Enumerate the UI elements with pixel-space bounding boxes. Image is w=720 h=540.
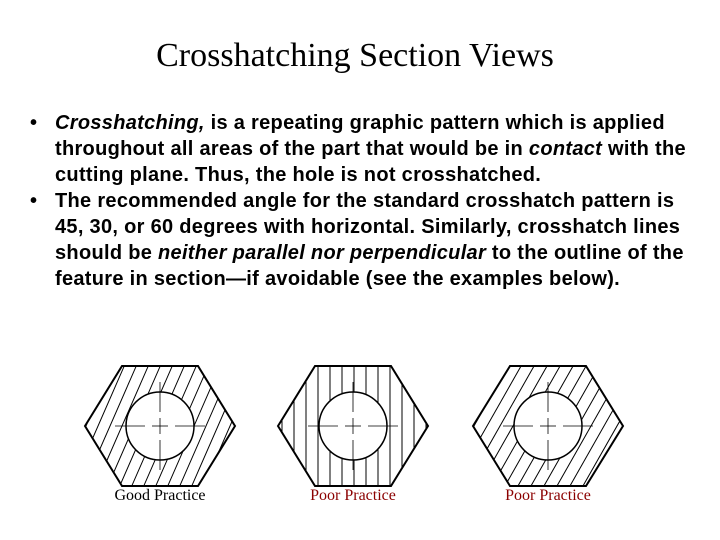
emphasis-contact: contact [528, 138, 603, 160]
bullet-item-definition [30, 110, 690, 188]
hex-section-poor-practice-60deg [463, 362, 633, 490]
slide-title: Crosshatching Section Views [156, 37, 554, 74]
bullet-text: The recommended angle for the standard crosshatch pattern is 45, 30, or 60 degrees with horizontal. Similarly, crosshatch lines should be [55, 190, 681, 264]
bullet-text: with the cutting plane. Thus, the hole is not crosshatched. [55, 138, 686, 186]
center-lines [308, 382, 398, 470]
bullet-text: to the outline of the feature in section—if avoidable (see the examples below). [55, 242, 684, 290]
bullet-list [30, 110, 690, 292]
caption-poor-practice-2: Poor Practice [505, 487, 591, 504]
hex-drawing [463, 362, 633, 490]
caption-poor-practice-1: Poor Practice [310, 487, 396, 504]
bullet-marker: • [30, 112, 38, 134]
caption-good-practice: Good Practice [114, 487, 206, 504]
center-lines [503, 382, 593, 470]
hex-drawing [268, 362, 438, 490]
center-lines [115, 382, 205, 470]
term-crosshatching: Crosshatching, [55, 112, 205, 134]
hex-section-poor-practice-vertical [268, 362, 438, 490]
bullet-item-angle [30, 188, 690, 292]
emphasis-neither-parallel: neither parallel nor perpendicular [158, 242, 487, 264]
hex-section-good-practice [75, 362, 245, 490]
bullet-marker: • [30, 190, 38, 212]
hex-drawing [75, 362, 245, 490]
bullet-text: is a repeating graphic pattern which is applied throughout all areas of the part that would be in [55, 112, 665, 160]
